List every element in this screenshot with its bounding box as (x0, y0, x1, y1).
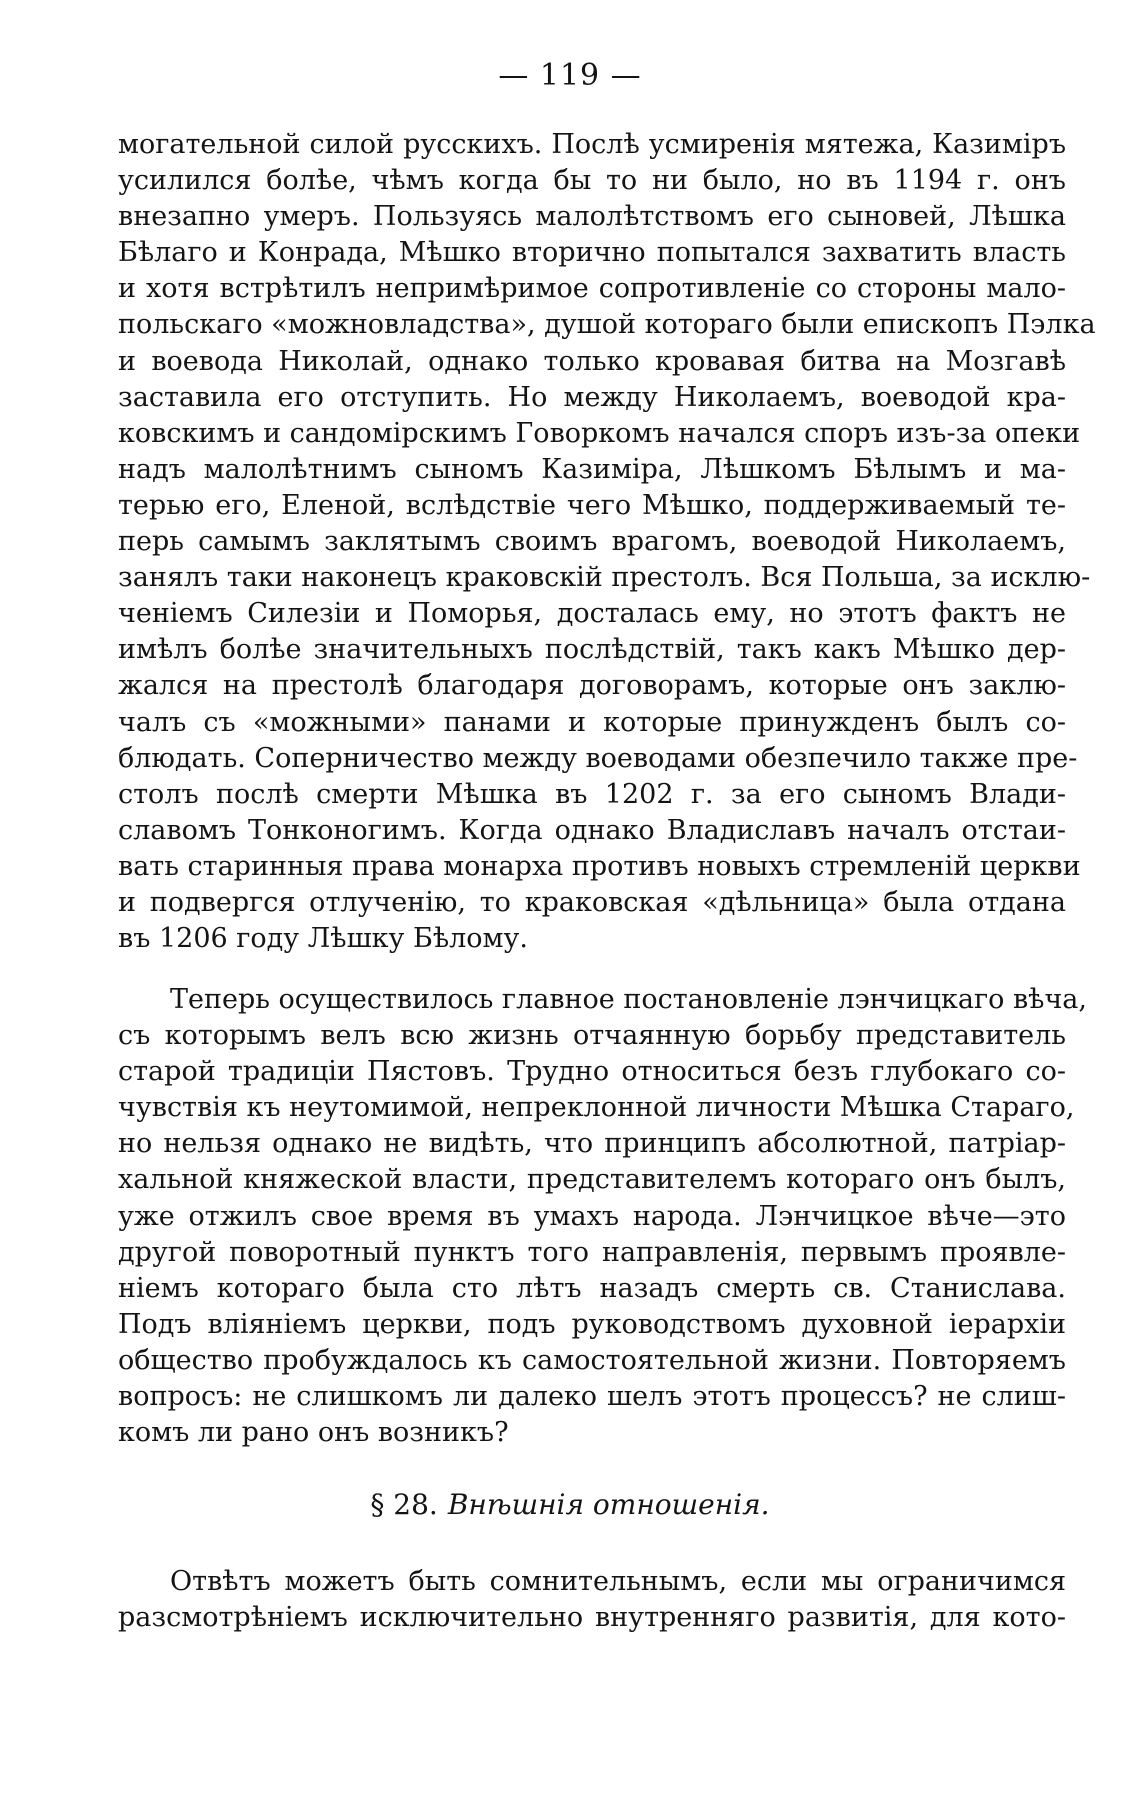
text-line: чувствія къ неутомимой, непреклонной личности Мѣшка Стараго, (118, 1092, 1075, 1124)
text-line: усилился болѣе, чѣмъ когда бы то ни было, но въ 1194 г. онъ (118, 165, 1066, 197)
text-line: хальной княжеской власти, представителемъ котораго онъ былъ, (118, 1164, 1066, 1196)
text-line: внезапно умеръ. Пользуясь малолѣтствомъ его сыновей, Лѣшка (118, 201, 1066, 233)
text-line: надъ малолѣтнимъ сыномъ Казиміра, Лѣшкомъ Бѣлымъ и ма- (118, 453, 1066, 485)
text-line: славомъ Тонконогимъ. Когда однако Владиславъ началъ отстаи- (118, 814, 1066, 846)
text-line: ченіемъ Силезіи и Поморья, досталась ему, но этотъ фактъ не (118, 598, 1066, 630)
text-line: вопросъ: не слишкомъ ли далеко шелъ этотъ процессъ? не слиш- (118, 1381, 1066, 1413)
text-line: Подъ вліяніемъ церкви, подъ руководствомъ духовной іерархіи (118, 1308, 1066, 1340)
text-line: комъ ли рано онъ возникъ? (118, 1417, 509, 1449)
text-line: блюдать. Соперничество между воеводами обезпечило также пре- (118, 742, 1078, 774)
section-title: Внѣшнія отношенія. (447, 1488, 770, 1521)
text-line: старой традиціи Пястовъ. Трудно относиться безъ глубокаго со- (118, 1056, 1066, 1088)
text-line: чалъ съ «можными» панами и которые принужденъ былъ со- (118, 706, 1066, 738)
text-line: Теперь осуществилось главное постановленіе лэнчицкаго вѣча, (170, 984, 1087, 1015)
paragraph-3 (118, 1564, 1066, 1636)
text-line: ніемъ котораго была сто лѣтъ назадъ смерть св. Станислава. (118, 1272, 1066, 1304)
text-line: но нельзя однако не видѣть, что принципъ абсолютной, патріар- (118, 1128, 1066, 1160)
text-line: жался на престолѣ благодаря договорамъ, которые онъ заклю- (118, 670, 1066, 702)
paragraph-2 (118, 982, 1087, 1451)
text-line: польскаго «можновладства», душой котораго были епископъ Пэлка (118, 309, 1096, 341)
text-line: и воевода Николай, однако только кровавая битва на Мозгавѣ (118, 345, 1066, 377)
text-line: могательной силой русскихъ. Послѣ усмиренія мятежа, Казиміръ (118, 129, 1066, 160)
text-line: и подвергся отлученію, то краковская «дѣльница» была отдана (118, 886, 1066, 918)
text-line: разсмотрѣніемъ исключительно внутренняго развитія, для кото- (118, 1602, 1066, 1634)
text-line: общество пробуждалось къ самостоятельной жизни. Повторяемъ (118, 1344, 1066, 1376)
text-line: терью его, Еленой, вслѣдствіе чего Мѣшко, поддерживаемый те- (118, 489, 1066, 521)
text-line: уже отжилъ свое время въ умахъ народа. Лэнчицкое вѣче—это (118, 1200, 1066, 1232)
text-line: заставила его отступить. Но между Николаемъ, воеводой кра- (118, 381, 1066, 413)
text-line: занялъ таки наконецъ краковскій престолъ. Вся Польша, за исклю- (118, 562, 1091, 594)
text-line: другой поворотный пунктъ того направленія, первымъ проявле- (118, 1236, 1066, 1268)
text-line: столъ послѣ смерти Мѣшка въ 1202 г. за его сыномъ Влади- (118, 778, 1066, 810)
text-line: и хотя встрѣтилъ непримѣримое сопротивленіе со стороны мало- (118, 273, 1066, 305)
text-line: съ которымъ велъ всю жизнь отчаянную борьбу представитель (118, 1020, 1066, 1052)
text-line: ковскимъ и сандомірскимъ Говоркомъ начался споръ изъ-за опеки (118, 417, 1081, 449)
text-line: Бѣлаго и Конрада, Мѣшко вторично попытался захватить власть (118, 237, 1066, 269)
paragraph-1 (118, 127, 1096, 957)
section-heading (0, 1488, 1140, 1521)
section-number: § 28. (370, 1488, 438, 1521)
text-line: вать старинныя права монарха противъ новыхъ стремленій церкви (118, 850, 1081, 882)
text-line: въ 1206 году Лѣшку Бѣлому. (118, 923, 529, 955)
text-line: перь самымъ заклятымъ своимъ врагомъ, воеводой Николаемъ, (118, 526, 1066, 558)
page-number: — 119 — (498, 58, 642, 93)
text-line: имѣлъ болѣе значительныхъ послѣдствій, такъ какъ Мѣшко дер- (118, 634, 1066, 666)
text-line: Отвѣтъ можетъ быть сомнительнымъ, если мы ограничимся (170, 1566, 1066, 1597)
